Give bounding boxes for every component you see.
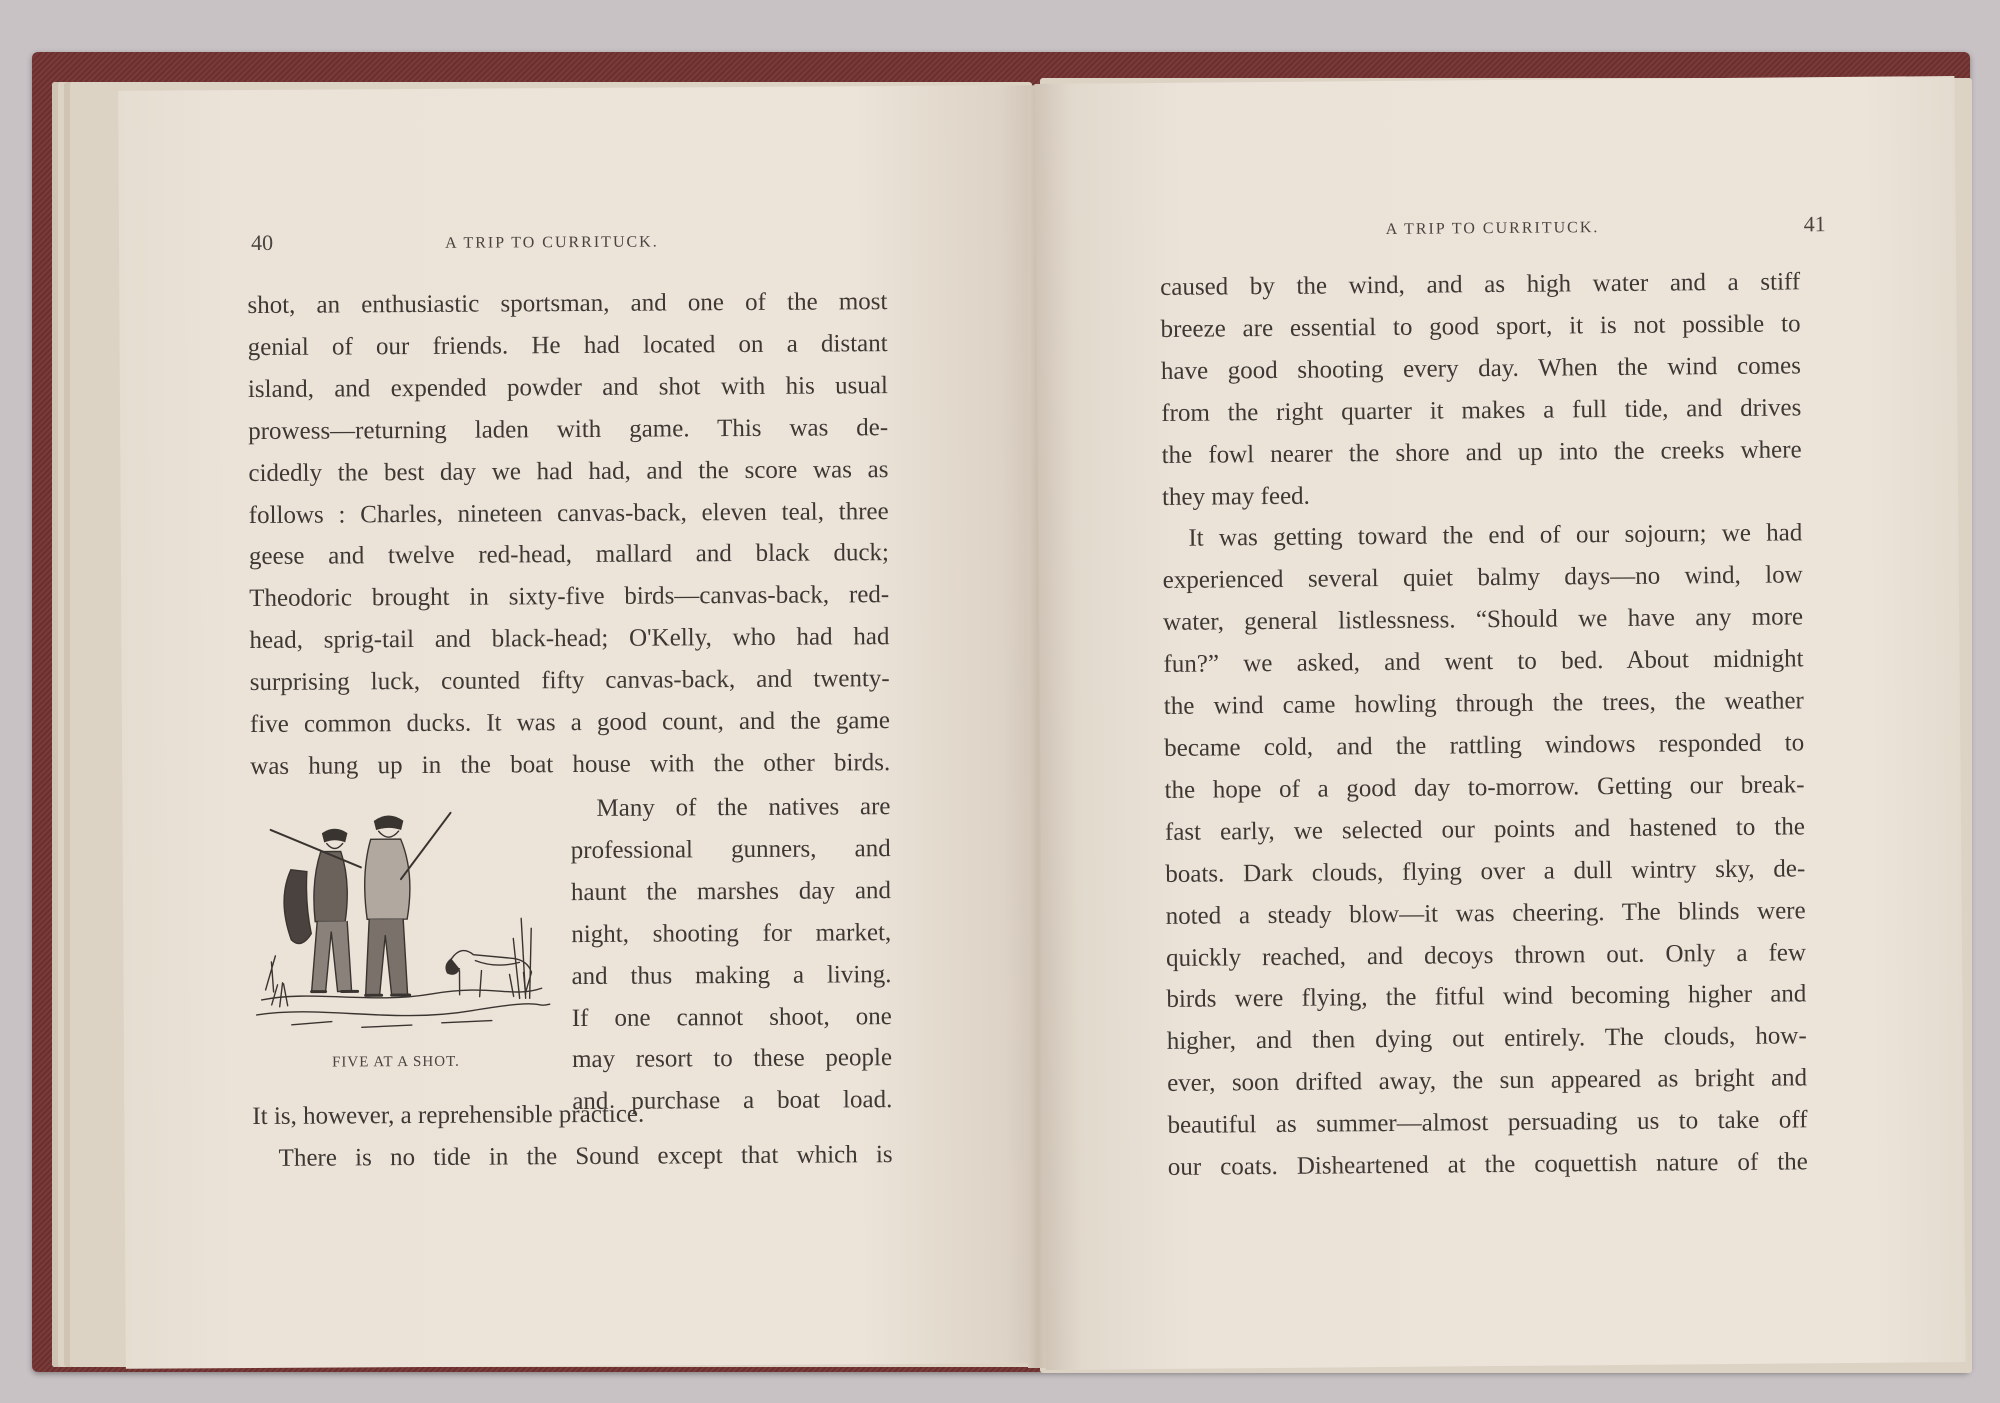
text-line: and purchase a boat load. <box>572 1086 893 1116</box>
text-line: breeze are essential to good sport, it is not possible to <box>1160 310 1801 343</box>
text-line: There is no tide in the Sound except that which is <box>278 1141 893 1172</box>
text-line: Many of the natives are <box>596 793 891 822</box>
left-wrap-text <box>570 786 892 1123</box>
text-line: cidedly the best day we had had, and the score was as <box>248 455 889 487</box>
text-line: If one cannot shoot, one <box>571 1002 892 1032</box>
text-line: fast early, we selected our points and hastened to the <box>1164 813 1806 846</box>
text-line: surprising luck, counted fifty canvas-back, and twenty- <box>249 665 890 697</box>
text-line: It was getting toward the end of our sojourn; we had <box>1188 519 1803 553</box>
text-line: water, general listlessness. “Should we have any more <box>1162 603 1804 637</box>
text-line: professional gunners, and <box>570 835 891 864</box>
text-line: noted a steady blow—it was cheering. The blinds were <box>1165 896 1806 930</box>
text-line: Theodoric brought in sixty-five birds—canvas-back, red- <box>249 581 890 613</box>
text-line: It is, however, a reprehensible practice. <box>252 1100 645 1131</box>
text-line: geese and twelve red-head, mallard and black duck; <box>248 539 890 571</box>
text-line: from the right quarter it makes a full tide, and drives <box>1161 394 1802 427</box>
text-line: higher, and then dying out entirely. The clouds, how- <box>1166 1022 1807 1056</box>
text-line: experienced several quiet balmy days—no wind, low <box>1162 561 1803 595</box>
text-line: ever, soon drifted away, the sun appeared as bright and <box>1167 1064 1808 1098</box>
left-body-text <box>247 281 890 788</box>
text-line: our coats. Disheartened at the coquettish nature of the <box>1167 1148 1808 1181</box>
text-line: they may feed. <box>1161 482 1310 511</box>
text-line: shot, an enthusiastic sportsman, and one of the most <box>247 288 888 320</box>
text-line: caused by the wind, and as high water and a stiff <box>1160 268 1801 301</box>
text-line: boats. Dark clouds, flying over a dull wintry sky, de- <box>1165 855 1806 888</box>
text-line: quickly reached, and decoys thrown out. Only a few <box>1165 938 1807 972</box>
text-line: and thus making a living. <box>571 960 892 990</box>
text-line: the hope of a good day to-morrow. Getting our break- <box>1164 771 1805 804</box>
right-body-text <box>1160 261 1808 1188</box>
text-line: haunt the marshes day and <box>570 876 892 906</box>
left-after-text <box>252 1092 893 1180</box>
text-line: fun?” we asked, and went to bed. About midnight <box>1163 645 1804 679</box>
page-number-left: 40 <box>250 229 274 256</box>
text-line: head, sprig-tail and black-head; O'Kelly, who had had <box>249 623 890 655</box>
text-line: prowess—returning laden with game. This was de- <box>248 413 889 445</box>
text-line: the fowl nearer the shore and up into the creeks where <box>1161 435 1802 469</box>
text-line: birds were flying, the fitful wind becoming higher and <box>1166 980 1807 1014</box>
text-line: have good shooting every day. When the wind comes <box>1160 352 1802 385</box>
page-number-right: 41 <box>1803 211 1826 237</box>
text-line: island, and expended powder and shot with his usual <box>247 371 889 403</box>
running-head-left: A TRIP TO CURRITUCK. <box>444 233 659 252</box>
text-line: the wind came howling through the trees, the weather <box>1163 687 1804 720</box>
text-line: beautiful as summer—almost persuading us to take off <box>1167 1106 1808 1140</box>
text-line: genial of our friends. He had located on a distant <box>247 330 888 361</box>
left-page <box>118 85 1044 1369</box>
running-head-right: A TRIP TO CURRITUCK. <box>1385 219 1600 238</box>
text-line: night, shooting for market, <box>571 918 892 948</box>
right-page <box>1034 76 1965 1370</box>
text-line: may resort to these people <box>571 1044 893 1074</box>
illustration-caption: FIVE AT A SHOT. <box>331 1053 460 1071</box>
text-line: follows : Charles, nineteen canvas-back, eleven teal, three <box>248 497 889 529</box>
text-line: became cold, and the rattling windows responded to <box>1164 729 1805 762</box>
text-line: five common ducks. It was a good count, and the game <box>249 707 891 739</box>
text-line: was hung up in the boat house with the other birds. <box>250 749 891 780</box>
hunters-illustration <box>250 798 551 1040</box>
